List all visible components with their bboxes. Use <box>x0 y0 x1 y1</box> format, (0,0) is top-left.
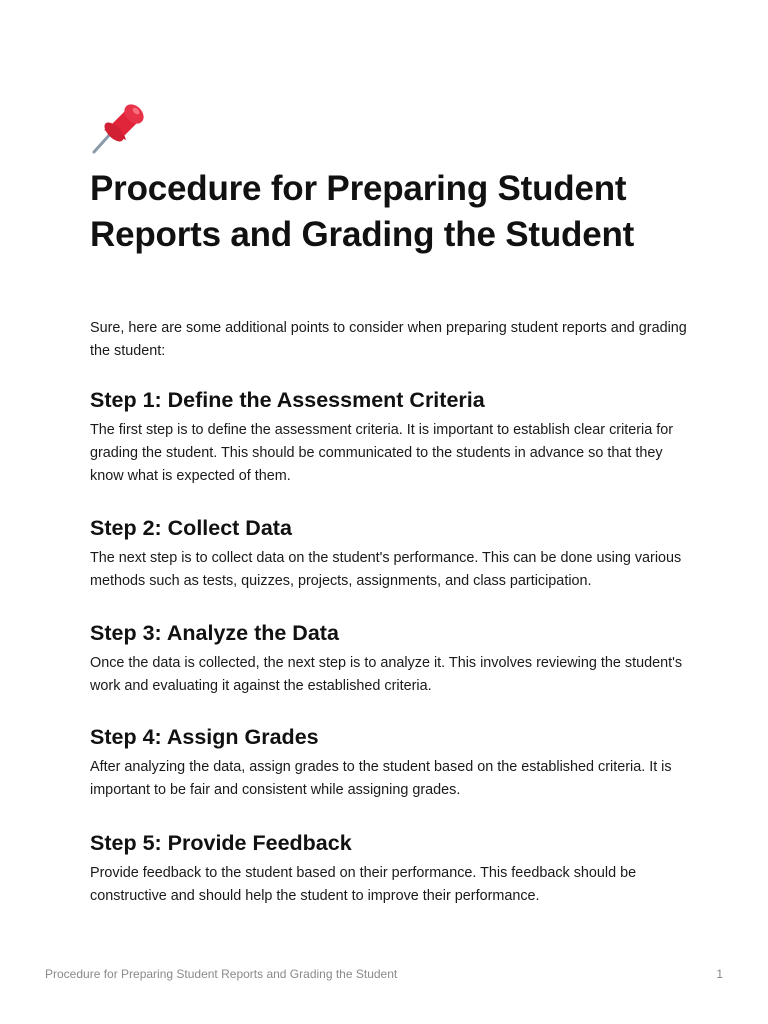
step-body: The next step is to collect data on the student's performance. This can be done using various methods such as tests, quizzes, projects, assignments, and class participation. <box>90 550 682 589</box>
step-section-1 <box>90 386 690 488</box>
step-heading: Step 4: Assign Grades <box>90 725 319 749</box>
step-section-4 <box>90 723 690 802</box>
step-body: Once the data is collected, the next step is to analyze it. This involves reviewing the student's work and evaluating it against the established criteria. <box>90 655 683 694</box>
page-title: Procedure for Preparing Student Reports and Grading the Student <box>90 169 635 254</box>
step-body: After analyzing the data, assign grades to the student based on the established criteria. It is important to be fair and consistent while assigning grades. <box>90 759 672 798</box>
footer-document-title: Procedure for Preparing Student Reports and Grading the Student <box>45 967 398 981</box>
step-section-2 <box>90 514 690 593</box>
step-heading: Step 1: Define the Assessment Criteria <box>90 388 485 412</box>
step-body: The first step is to define the assessment criteria. It is important to establish clear criteria for grading the student. This should be communicated to the students in advance so that they know what is expected of them. <box>90 422 674 484</box>
step-body: Provide feedback to the student based on their performance. This feedback should be constructive and should help the student to improve their performance. <box>90 865 637 904</box>
step-section-5 <box>90 829 690 908</box>
step-section-3 <box>90 619 690 698</box>
step-heading: Step 3: Analyze the Data <box>90 621 339 645</box>
intro-paragraph: Sure, here are some additional points to consider when preparing student reports and grading the student: <box>90 320 687 359</box>
pushpin-icon <box>90 100 148 156</box>
step-heading: Step 5: Provide Feedback <box>90 831 352 855</box>
footer-page-number: 1 <box>716 967 723 981</box>
step-heading: Step 2: Collect Data <box>90 516 292 540</box>
